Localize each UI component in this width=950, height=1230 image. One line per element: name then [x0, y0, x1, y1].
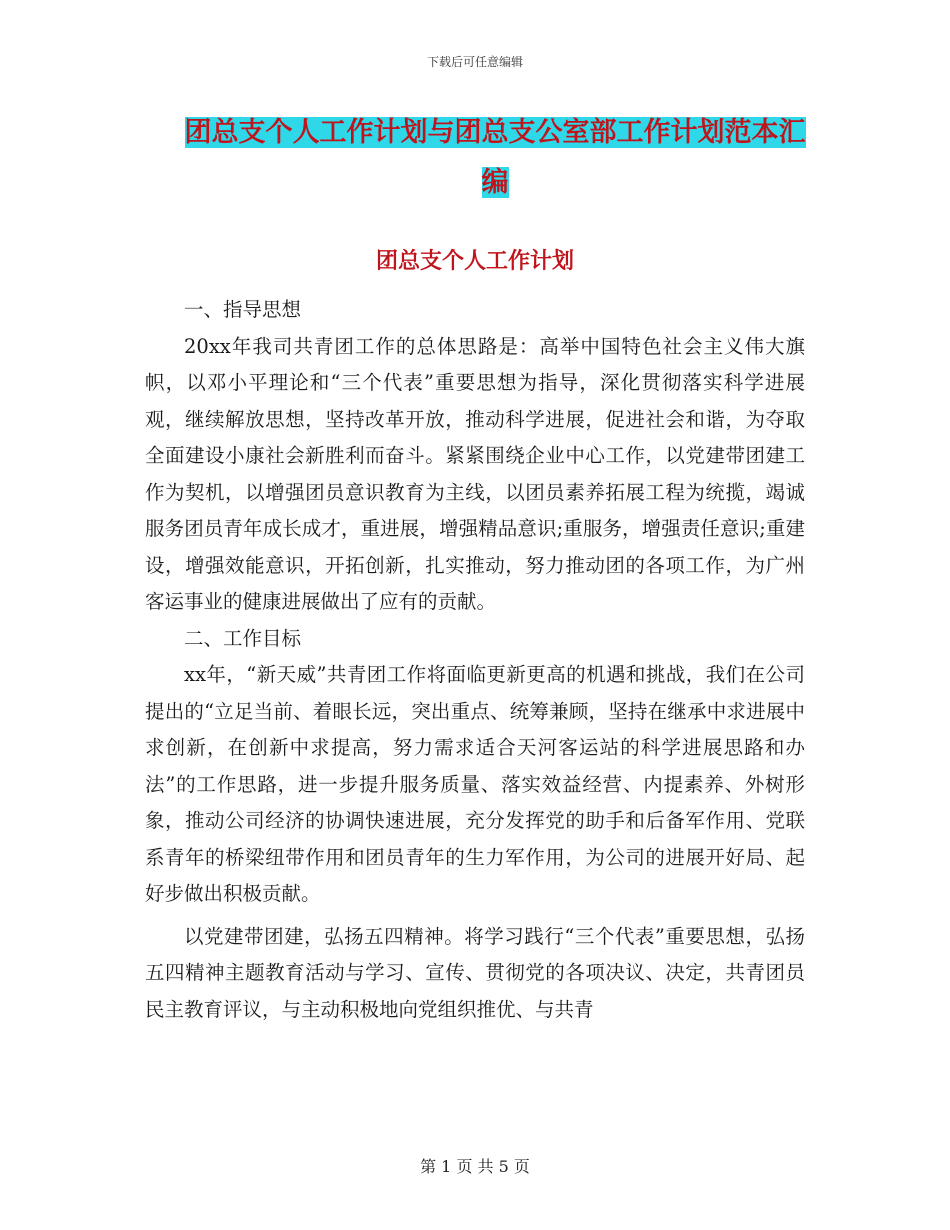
page-number: 第 1 页 共 5 页 [420, 1157, 530, 1176]
section-title: 团总支个人工作计划 [375, 249, 574, 274]
document-body [145, 292, 805, 1028]
heading-guiding-thought: 一、指导思想 [184, 298, 302, 321]
page-header-note: 下载后可任意编辑 [426, 55, 523, 69]
paragraph: 以党建带团建，弘扬五四精神。将学习践行“三个代表”重要思想，弘扬五四精神主题教育活动与学习、宣传、贯彻党的各项决议、决定，共青团员民主教育评议，与主动积极地向党组织推优、与共青 [145, 924, 805, 1021]
document-title [175, 108, 815, 208]
document-title-text: 团总支个人工作计划与团总支公室部工作计划范本汇编 [184, 117, 806, 198]
paragraph: 20xx年我司共青团工作的总体思路是：高举中国特色社会主义伟大旗帜，以邓小平理论和“三个代表”重要思想为指导，深化贯彻落实科学进展观，继续解放思想，坚持改革开放，推动科学进展，促进社会和谐，为夺取全面建设小康社会新胜利而奋斗。紧紧围绕企业中心工作，以党建带团建工作为契机，以增强团员意识教育为主线，以团员素养拓展工程为统揽，竭诚服务团员青年成长成才，重进展，增强精品意识;重服务，增强责任意识;重建设，增强效能意识，开拓创新，扎实推动，努力推动团的各项工作，为广州客运事业的健康进展做出了应有的贡献。 [145, 334, 805, 613]
heading-work-goals: 二、工作目标 [184, 626, 302, 650]
paragraph: xx年，“新天威”共青团工作将面临更新更高的机遇和挑战，我们在公司提出的“立足当前、着眼长远，突出重点、统筹兼顾，坚持在继承中求进展中求创新，在创新中求提高，努力需求适合天河客运站的科学进展思路和办法”的工作思路，进一步提升服务质量、落实效益经营、内提素养、外树形象，推动公司经济的协调快速进展，充分发挥党的助手和后备军作用、党联系青年的桥梁纽带作用和团员青年的生力军作用，为公司的进展开好局、起好步做出积极贡献。 [145, 663, 805, 905]
